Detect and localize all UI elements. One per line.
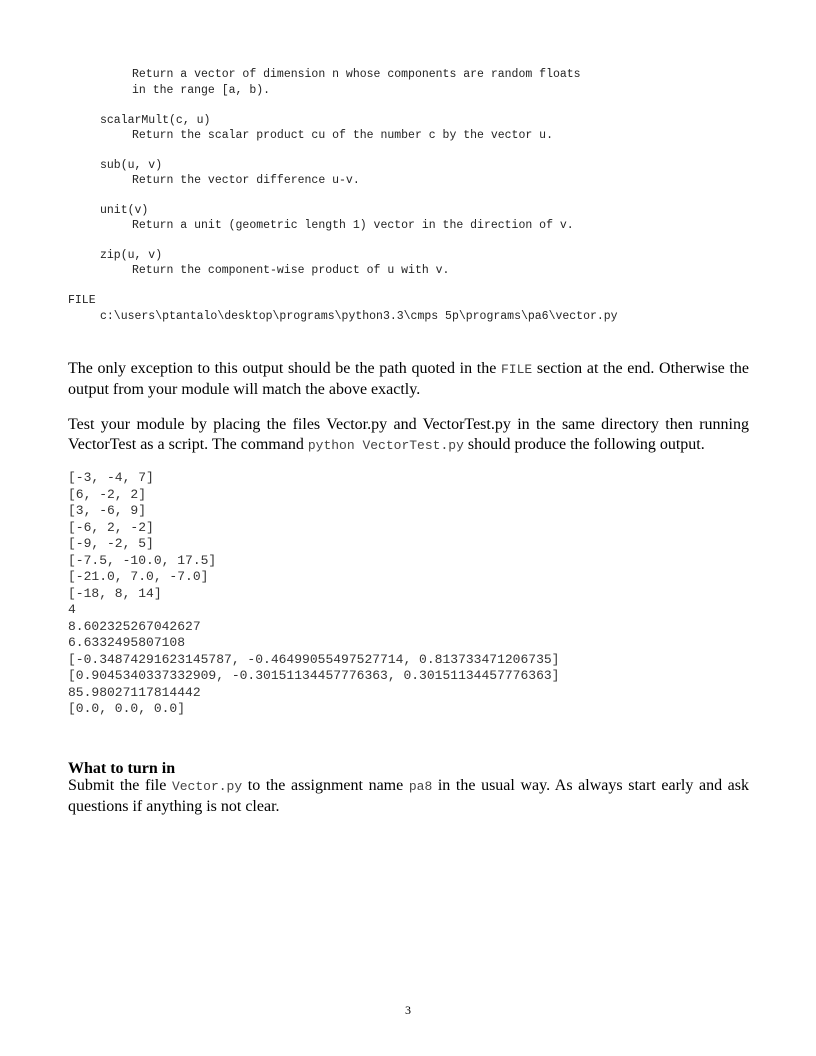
output-line: [-21.0, 7.0, -7.0] [68,569,209,584]
turn-in-paragraph [68,776,749,817]
output-line: [6, -2, 2] [68,486,147,502]
unit-description: Return a unit (geometric length 1) vector in the direction of v. [132,219,574,232]
paragraph-text: section at the end. Otherwise the output from your module will match the above exactly. [68,360,749,398]
sub-signature: sub(u, v) [100,159,163,172]
output-line: [-9, -2, 5] [68,536,154,551]
zip-description: Return the component-wise product of u with v. [132,264,450,277]
inline-code-filename: Vector.py [171,779,243,794]
output-line: 6.6332495807108 [68,635,186,650]
unit-signature: unit(v) [100,204,149,217]
test-instructions-paragraph [68,415,749,456]
sub-description: Return the vector difference u-v. [132,174,360,187]
random-description-line-1: Return a vector of dimension n whose components are random floats [132,68,581,81]
inline-code-assignment: pa8 [408,779,433,794]
file-section-label: FILE [68,294,96,307]
paragraph-text: should produce the following output. [463,436,705,453]
inline-code-file: FILE [500,362,533,377]
zip-signature: zip(u, v) [100,249,163,262]
output-line: [-3, -4, 7] [68,470,154,485]
paragraph-text: in the usual way. As always start early and ask questions if anything is not clear. [68,777,749,815]
inline-code-command: python VectorTest.py [307,438,464,453]
output-line: [0.0, 0.0, 0.0] [68,701,186,716]
file-section-path: c:\users\ptantalo\desktop\programs\python3.3\cmps 5p\programs\pa6\vector.py [100,310,618,323]
turn-in-heading: What to turn in [68,760,176,777]
output-line: 4 [68,602,76,617]
output-line: [0.9045340337332909, -0.30151134457776363, 0.30151134457776363] [68,668,560,683]
paragraph-text: The only exception to this output should be the path quoted in the [68,360,501,377]
random-description-line-2: in the range [a, b). [132,84,271,97]
paragraph-text: Submit the file [68,777,172,794]
paragraph-text: to the assignment name [242,777,409,794]
output-line: [-6, 2, -2] [68,519,154,535]
page-number: 3 [405,1003,411,1017]
paragraph-text: Test your module by placing the files Vector.py and VectorTest.py in the same directory then running VectorTest as a script. The command [68,416,749,453]
scalarMult-description: Return the scalar product cu of the number c by the vector u. [132,129,553,142]
output-line: [-0.34874291623145787, -0.46499055497527714, 0.813733471206735] [68,651,560,667]
output-line: [3, -6, 9] [68,503,147,518]
output-line: [-18, 8, 14] [68,585,162,601]
output-line: 8.602325267042627 [68,618,201,634]
output-line: [-7.5, -10.0, 17.5] [68,552,217,568]
output-line: 85.98027117814442 [68,684,201,700]
exception-paragraph [68,359,749,400]
scalarMult-signature: scalarMult(c, u) [100,114,211,127]
